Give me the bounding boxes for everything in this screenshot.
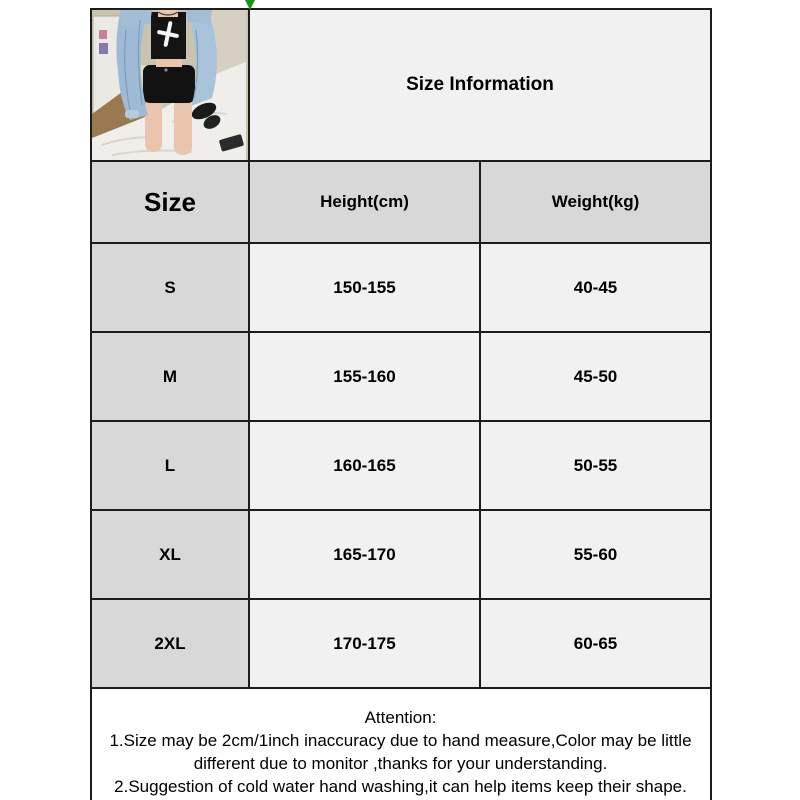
weight-value: 45-50 xyxy=(480,332,711,421)
photo-shorts xyxy=(143,65,195,103)
photo-jacket-shoulder-left xyxy=(120,10,152,26)
photo-poster-1 xyxy=(99,30,107,39)
photo-title-row xyxy=(91,9,711,161)
size-label: M xyxy=(91,332,249,421)
size-label: S xyxy=(91,243,249,332)
product-photo xyxy=(92,10,246,160)
size-label: L xyxy=(91,421,249,510)
table-row-l xyxy=(91,421,711,510)
photo-shorts-button xyxy=(164,68,167,71)
height-value: 150-155 xyxy=(249,243,480,332)
cell-flag-triangle-icon xyxy=(245,0,255,10)
photo-left-leg xyxy=(145,98,162,152)
height-value: 155-160 xyxy=(249,332,480,421)
product-photo-cell xyxy=(91,9,249,161)
height-value: 165-170 xyxy=(249,510,480,599)
table-row-m xyxy=(91,332,711,421)
size-chart-sheet xyxy=(90,8,712,800)
weight-value: 55-60 xyxy=(480,510,711,599)
photo-right-leg xyxy=(174,98,192,155)
attention-heading: Attention: xyxy=(364,707,437,727)
size-chart-table xyxy=(90,8,712,800)
table-row-xl xyxy=(91,510,711,599)
height-value: 160-165 xyxy=(249,421,480,510)
column-header-height: Height(cm) xyxy=(249,161,480,243)
table-header-row xyxy=(91,161,711,243)
photo-poster-2 xyxy=(99,43,108,54)
page-title: Size Information xyxy=(249,9,711,161)
weight-value: 40-45 xyxy=(480,243,711,332)
photo-jacket-shoulder-right xyxy=(186,10,212,24)
weight-value: 60-65 xyxy=(480,599,711,688)
size-label: 2XL xyxy=(91,599,249,688)
height-value: 170-175 xyxy=(249,599,480,688)
weight-value: 50-55 xyxy=(480,421,711,510)
attention-line-2: 2.Suggestion of cold water hand washing,it can help items keep their shape. xyxy=(114,776,687,796)
table-row-s xyxy=(91,243,711,332)
photo-jacket-cuff xyxy=(125,110,139,118)
column-header-size: Size xyxy=(91,161,249,243)
table-row-2xl xyxy=(91,599,711,688)
attention-note xyxy=(91,688,711,800)
attention-row xyxy=(91,688,711,800)
column-header-weight: Weight(kg) xyxy=(480,161,711,243)
size-label: XL xyxy=(91,510,249,599)
attention-line-1: 1.Size may be 2cm/1inch inaccuracy due to hand measure,Color may be little different due to monitor ,thanks for your understanding. xyxy=(109,730,692,773)
